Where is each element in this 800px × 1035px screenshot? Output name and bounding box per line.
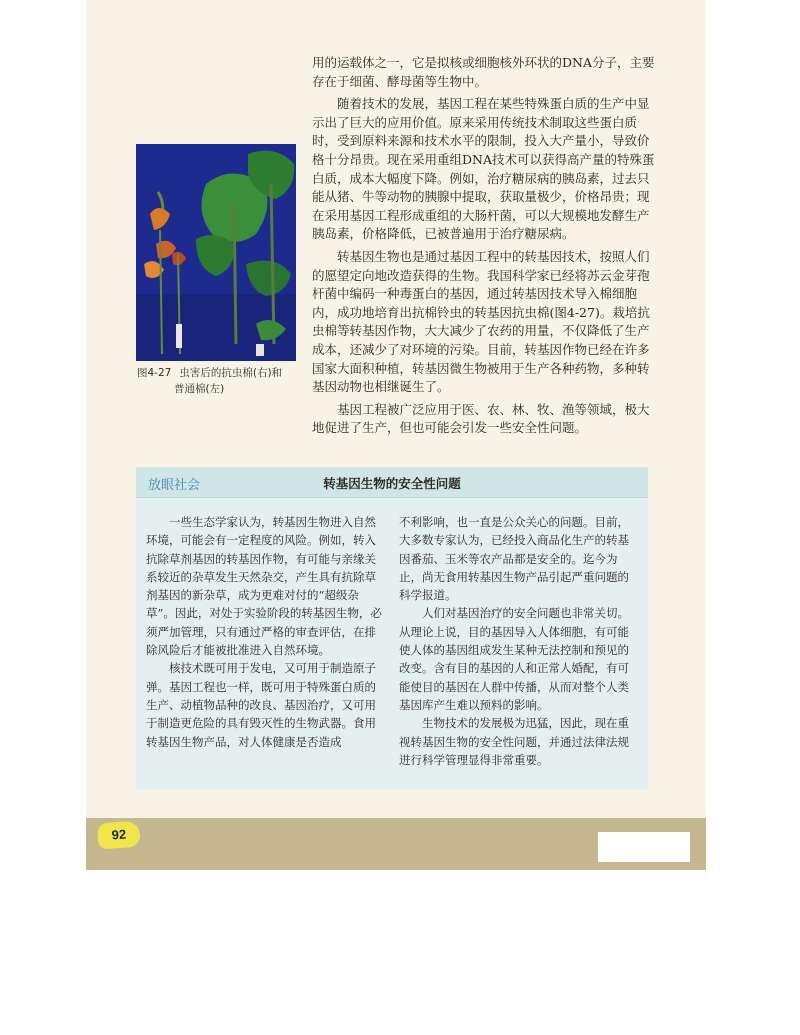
sidebar-columns: [146, 513, 638, 769]
footer-white-block: [598, 832, 690, 862]
main-body-text: [312, 54, 658, 442]
sidebar-title: 转基因生物的安全性问题: [323, 476, 461, 491]
paragraph-transgenic-organisms: 转基因生物也是通过基因工程中的转基因技术，按照人们的愿望定向地改造获得的生物。我国科学家已经将苏云金芽孢杆菌中编码一种毒蛋白的基因，通过转基因技术导入棉细胞内，成功地培育出抗棉铃虫的转基因抗虫棉(图4-27)。栽培抗虫棉等转基因作物，大大减少了农药的用量，不仅降低了生产成本，还减少了对环境的污染。目前，转基因作物已经在许多国家大面积种植，转基因微生物被用于生产各种药物，多种转基因动物也相继诞生了。: [312, 248, 650, 395]
left-paragraph-nuclear: 核技术既可用于发电，又可用于制造原子弹。基因工程也一样，既可用于特殊蛋白质的生产、动植物品种的改良、基因治疗，又可用于制造更危险的具有毁灭性的生物武器。食用转基因生物产品，对人体健康是否造成: [146, 661, 376, 749]
caption-line-1: 虫害后的抗虫棉(右)和: [179, 367, 283, 379]
right-paragraph-conclusion: 生物技术的发展极为迅猛，因此，现在重视转基因生物的安全性问题，并通过法律法规进行科学管理显得非常重要。: [399, 716, 629, 767]
right-paragraph-gene-therapy: 人们对基因治疗的安全问题也非常关切。从理论上说，目的基因导入人体细胞，有可能使人体的基因组成发生某种无法控制和预见的改变。含有目的基因的人和正常人婚配，有可能使目的基因在人群中传播，从而对整个人类基因库产生难以预料的影响。: [399, 606, 629, 712]
paragraph-applications: 基因工程被广泛应用于医、农、林、牧、渔等领域，极大地促进了生产，但也可能会引发一些安全性问题。: [312, 401, 650, 436]
paragraph-protein-production: 随着技术的发展，基因工程在某些特殊蛋白质的生产中显示出了巨大的应用价值。原来采用传统技术制取这些蛋白质时，受到原料来源和技术水平的限制，投入大产量小，导致价格十分昂贵。现在采用重组DNA技术可以获得高产量的特殊蛋白质，成本大幅度下降。例如，治疗糖尿病的胰岛素，过去只能从猪、牛等动物的胰腺中提取，获取量极少，价格昂贵；现在采用基因工程形成重组的大肠杆菌，可以大规模地发酵生产胰岛素，价格降低，已被普遍用于治疗糖尿病。: [312, 96, 655, 242]
figure-cotton-photo: [136, 144, 296, 361]
sidebar-header: [136, 467, 648, 498]
sidebar-right-column: [399, 513, 638, 769]
figure-caption: [137, 365, 307, 397]
sidebar-left-column: [146, 513, 385, 769]
figure-number: 图4-27: [137, 367, 172, 379]
sidebar-box: [136, 467, 648, 789]
caption-line-2: 普通棉(左): [174, 383, 225, 395]
sidebar-tag: 放眼社会: [148, 478, 201, 493]
paragraph-continuation: 用的运载体之一，它是拟核或细胞核外环状的DNA分子，主要存在于细菌、酵母菌等生物中。: [312, 55, 655, 89]
page-number: 92: [97, 821, 141, 850]
right-paragraph-health: 不利影响，也一直是公众关心的问题。目前，大多数专家认为，已经投入商品化生产的转基因番茄、玉米等农产品都是安全的。迄今为止，尚无食用转基因生物产品引起严重问题的科学报道。: [399, 515, 629, 603]
left-paragraph-ecology: 一些生态学家认为，转基因生物进入自然环境，可能会有一定程度的风险。例如，转入抗除草剂基因的转基因作物，有可能与亲缘关系较近的杂草发生天然杂交，产生具有抗除草剂基因的新杂草，成为更难对付的“超级杂草”。因此，对处于实验阶段的转基因生物，必须严加管理，只有通过严格的审查评估，在排除风险后才能被批准进入自然环境。: [146, 515, 382, 658]
cotton-plants-image: [136, 144, 296, 361]
